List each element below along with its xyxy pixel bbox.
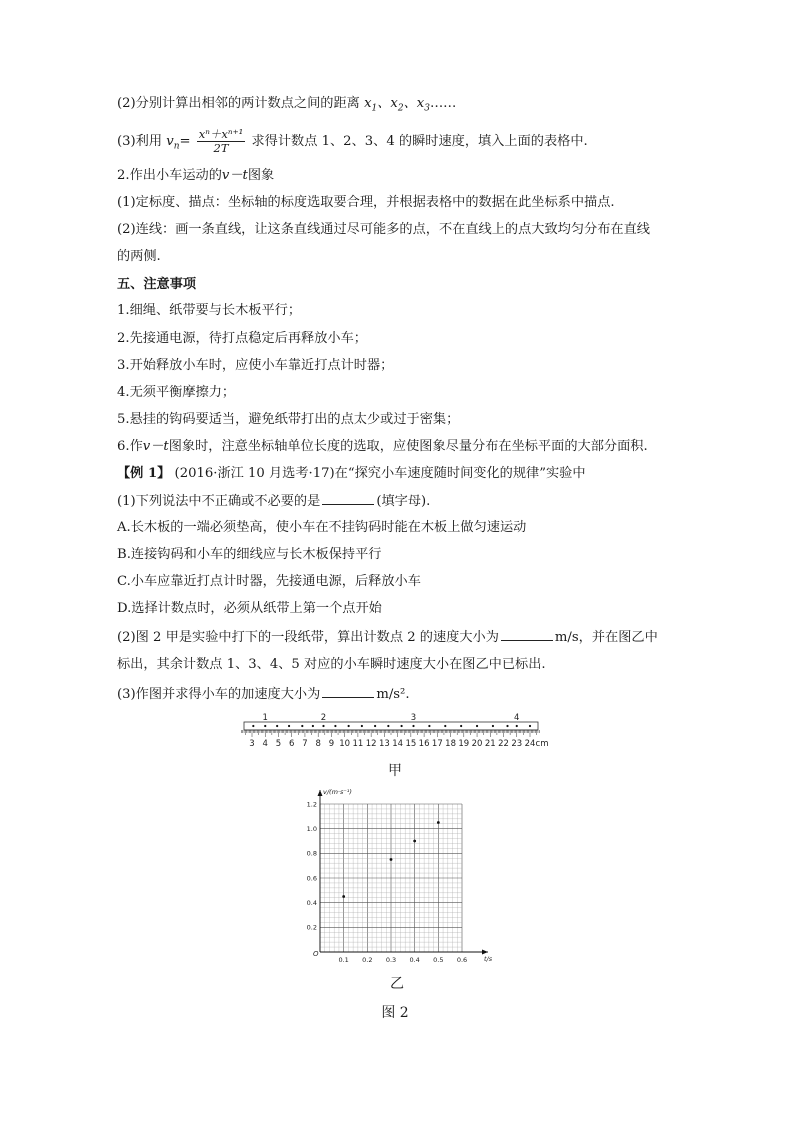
- tape-dot: [334, 725, 336, 727]
- option-d: D.选择计数点时，必须从纸带上第一个点开始: [117, 601, 382, 616]
- section-2-p1: (1)定标度、描点：坐标轴的标度选取要合理，并根据表格中的数据在此坐标系中描点.: [117, 195, 615, 210]
- y-tick-label: 0.6: [306, 874, 317, 883]
- tape-dot: [492, 725, 494, 727]
- var-x2: 、$x_2$: [377, 96, 404, 114]
- tape-dot: [374, 725, 376, 727]
- count-point-label: 1: [262, 713, 268, 723]
- data-point: [413, 840, 416, 843]
- tape-dot: [348, 725, 350, 727]
- tape-dot: [428, 725, 430, 727]
- x-axis-label: t/s: [484, 955, 493, 963]
- option-b: B.连接钩码和小车的细线应与长木板保持平行: [117, 547, 382, 562]
- tape-dot: [412, 725, 414, 727]
- tape-dot: [264, 725, 266, 727]
- y-tick-label: 0.8: [306, 849, 317, 858]
- ruler-label: 19: [458, 739, 470, 749]
- v-t-chart: [300, 784, 500, 964]
- x-tick-label: 0.6: [456, 956, 468, 964]
- note-5: 5.悬挂的钩码要适当，避免纸带打出的点太少或过于密集；: [117, 412, 460, 427]
- tape-dot: [322, 725, 324, 727]
- ruler-unit: cm: [535, 739, 549, 749]
- tape-caption: 甲: [388, 763, 402, 779]
- chart-caption: 乙: [390, 976, 404, 992]
- ruler-label: 14: [392, 739, 404, 749]
- ruler-label: 11: [352, 739, 364, 749]
- step-3: [117, 128, 588, 156]
- equals-sign: =: [179, 134, 191, 149]
- question-2b: 标出，其余计数点 1、3、4、5 对应的小车瞬时速度大小在图乙中已标出.: [117, 657, 546, 672]
- count-point-label: 4: [514, 713, 520, 723]
- ruler-label: 12: [365, 739, 377, 749]
- notes-heading: 五、注意事项: [117, 277, 197, 292]
- fraction-numerator: xⁿ＋xⁿ⁺¹: [198, 127, 244, 141]
- step-3-pre: (3)利用: [117, 134, 163, 149]
- question-1: (1)下列说法中不正确或不必要的是 (填字母).: [117, 494, 431, 509]
- tape-dot: [387, 725, 389, 727]
- ruler-label: 6: [289, 739, 295, 749]
- tape-dot: [361, 725, 363, 727]
- tape-dot: [301, 725, 303, 727]
- y-tick-label: 0.4: [306, 898, 317, 907]
- tape-dot: [444, 725, 446, 727]
- y-tick-label: 0.2: [306, 923, 317, 932]
- question-3: (3)作图并求得小车的加速度大小为 m/s².: [117, 687, 410, 702]
- x-tick-label: 0.4: [409, 956, 420, 964]
- ruler-label: 18: [445, 739, 456, 749]
- step-3-post: 求得计数点 1、2、3、4 的瞬时速度，填入上面的表格中.: [251, 134, 588, 149]
- tape-dot: [252, 725, 254, 727]
- step-2-text: (2)分别计算出相邻的两计数点之间的距离: [117, 96, 360, 111]
- ruler-label: 3: [249, 739, 255, 749]
- velocity-fraction: [197, 128, 245, 155]
- y-axis-arrow: [318, 790, 323, 796]
- ruler-label: 20: [471, 739, 483, 749]
- ruler-label: 15: [405, 739, 417, 749]
- option-c: C.小车应靠近打点计时器，先接通电源，后释放小车: [117, 574, 421, 589]
- y-axis-label: v/(m·s⁻¹): [323, 788, 352, 796]
- section-2-title: 2.作出小车运动的v－t图象: [117, 168, 275, 183]
- ruler-label: 7: [302, 739, 308, 749]
- var-x3: 、$x_3$: [403, 96, 430, 114]
- x-tick-label: 0.2: [362, 956, 373, 964]
- note-4: 4.无须平衡摩擦力；: [117, 385, 236, 400]
- ruler-label: 9: [328, 739, 335, 749]
- x-tick-label: 0.5: [433, 956, 444, 964]
- ellipsis: ……: [429, 96, 457, 111]
- y-tick-label: 1.0: [306, 824, 317, 833]
- note-6: 6.作v－t图象时，注意坐标轴单位长度的选取，应使图象尽量分布在坐标平面的大部分面积.: [117, 439, 648, 454]
- answer-blank-1[interactable]: [322, 492, 374, 505]
- data-point: [390, 858, 393, 861]
- var-x1: $x_1$: [364, 96, 378, 114]
- x-tick-label: 0.1: [338, 956, 349, 964]
- paper-tape-figure: [240, 712, 560, 752]
- tape-dot: [312, 725, 314, 727]
- note-2: 2.先接通电源，待打点稳定后再释放小车；: [117, 331, 367, 346]
- option-a: A.长木板的一端必须垫高，使小车在不挂钩码时能在木板上做匀速运动: [117, 520, 527, 535]
- ruler-label: 17: [431, 739, 443, 749]
- tape-dot: [529, 725, 531, 727]
- ruler-label: 23: [511, 739, 523, 749]
- x-axis-arrow: [482, 950, 488, 955]
- ruler-label: 21: [484, 739, 496, 749]
- var-vn: $v_n$: [166, 134, 180, 152]
- answer-blank-2[interactable]: [501, 628, 553, 641]
- tape-dot: [276, 725, 278, 727]
- count-point-label: 3: [410, 713, 417, 723]
- figure-caption: 图 2: [381, 1005, 409, 1021]
- y-tick-label: 1.2: [306, 800, 317, 809]
- question-2a: (2)图 2 甲是实验中打下的一段纸带，算出计数点 2 的速度大小为 m/s，并在图乙中: [117, 630, 658, 645]
- ruler-label: 10: [339, 739, 351, 749]
- step-2: [117, 95, 456, 118]
- tape-dot: [516, 725, 518, 727]
- count-point-label: 2: [320, 713, 327, 723]
- example-header: [117, 465, 586, 483]
- tape-dot: [288, 725, 290, 727]
- example-source: (2016·浙江 10 月选考·17)在“探究小车速度随时间变化的规律”实验中: [174, 466, 586, 481]
- ruler-label: 8: [315, 739, 321, 749]
- x-tick-label: 0.3: [385, 956, 397, 964]
- fraction-denominator: 2T: [213, 141, 229, 155]
- note-3: 3.开始释放小车时，应使小车靠近打点计时器；: [117, 358, 394, 373]
- tape-dot: [476, 725, 478, 727]
- note-1: 1.细绳、纸带要与长木板平行；: [117, 303, 302, 318]
- section-2-p2a: (2)连线：画一条直线，让这条直线通过尽可能多的点，不在直线上的点大致均匀分布在直线: [117, 222, 650, 237]
- tape-dot: [506, 725, 508, 727]
- ruler-label: 5: [275, 739, 282, 749]
- ruler-label: 22: [498, 739, 509, 749]
- ruler-label: 16: [418, 739, 430, 749]
- tape-dot: [400, 725, 402, 727]
- ruler-label: 4: [262, 739, 268, 749]
- answer-blank-3[interactable]: [322, 685, 374, 698]
- example-tag: 【例 1】: [117, 466, 171, 481]
- data-point: [342, 895, 345, 898]
- origin-label: O: [313, 950, 319, 958]
- tape-dot: [460, 725, 462, 727]
- section-2-p2b: 的两侧.: [117, 249, 161, 264]
- data-point: [437, 821, 440, 824]
- ruler-label: 24: [524, 739, 536, 749]
- ruler-label: 13: [378, 739, 390, 749]
